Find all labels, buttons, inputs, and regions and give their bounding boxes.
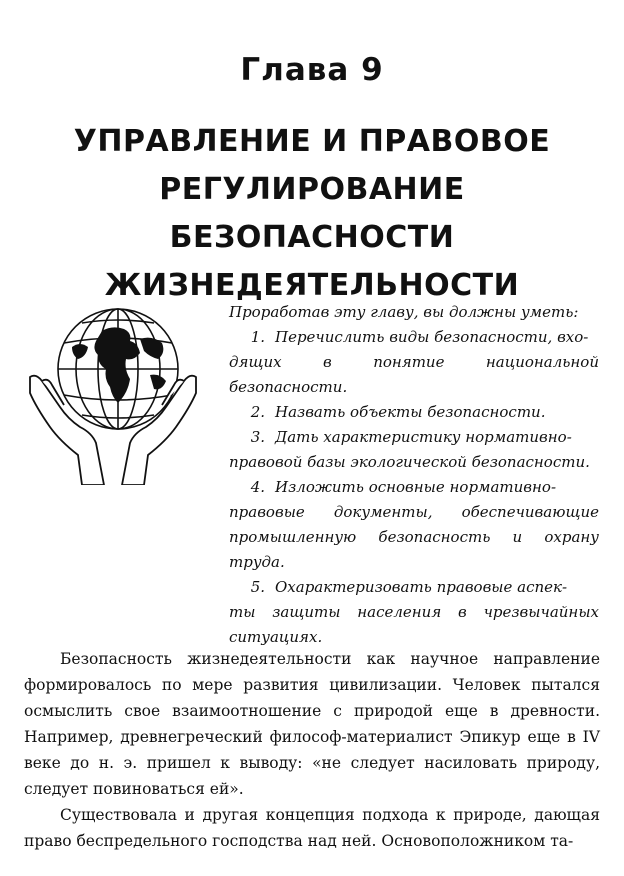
objective-text: Охарактеризовать правовые аспек- [275, 578, 568, 596]
body-paragraph: Существовала и другая концепция подхода к природе, дающая право беспредельного господства над ней. Основоположником та- [24, 806, 600, 850]
chapter-label: Глава 9 [240, 52, 384, 88]
chapter-title-line: УПРАВЛЕНИЕ И ПРАВОВОЕ [73, 124, 551, 159]
objective-number: 2. [250, 403, 265, 421]
objective-number: 4. [250, 478, 265, 496]
objective-item [229, 325, 599, 400]
objective-text-continued: ты защиты населения в чрезвычайных ситуациях. [229, 603, 599, 646]
body-text [24, 646, 600, 854]
chapter-title-line: ЖИЗНЕДЕЯТЕЛЬНОСТИ [104, 268, 520, 303]
objective-item [229, 575, 599, 650]
objective-text-continued: правовые документы, обеспечивающие промышленную безопасность и охрану труда. [229, 503, 599, 571]
globe-in-hands-icon [20, 303, 206, 485]
objective-text: Дать характеристику нормативно- [275, 428, 572, 446]
objective-text: Назвать объекты безопасности. [275, 403, 546, 421]
objective-text-continued: правовой базы экологической безопасности. [229, 453, 590, 471]
objective-text: Изложить основные нормативно- [275, 478, 557, 496]
objective-number: 5. [250, 578, 265, 596]
objective-text-continued: дящих в понятие национальной безопасности. [229, 353, 599, 396]
chapter-title-line: РЕГУЛИРОВАНИЕ БЕЗОПАСНОСТИ [159, 172, 465, 255]
objective-text: Перечислить виды безопасности, вхо- [275, 328, 589, 346]
objective-item [229, 475, 599, 575]
objective-number: 1. [250, 328, 265, 346]
body-paragraph: Безопасность жизнедеятельности как научное направление формировалось по мере развития цивилизации. Человек пытался осмыслить свое взаимоотношение с природой еще в древности. Например, древнегреческий философ-материалист Эпикур еще в IV веке до н. э. пришел к выводу: «не следует насиловать природу, следует повиноваться ей». [24, 650, 600, 798]
objective-item [229, 400, 599, 425]
objective-number: 3. [250, 428, 265, 446]
objectives-list [229, 325, 599, 650]
objective-item [229, 425, 599, 475]
chapter-title [20, 118, 604, 310]
objectives-intro: Проработав эту главу, вы должны уметь: [229, 303, 579, 321]
chapter-objectives [229, 300, 599, 650]
